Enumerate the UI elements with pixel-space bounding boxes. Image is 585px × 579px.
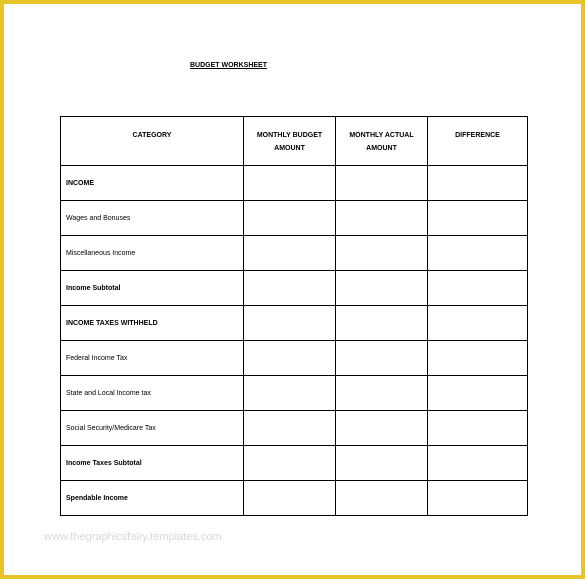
table-row (61, 481, 528, 516)
actual-amount-cell[interactable] (336, 446, 428, 481)
worksheet-title: BUDGET WORKSHEET (190, 62, 267, 69)
category-cell: Income Subtotal (61, 271, 244, 306)
actual-amount-cell[interactable] (336, 411, 428, 446)
category-cell: Wages and Bonuses (61, 201, 244, 236)
budget-amount-cell[interactable] (244, 236, 336, 271)
difference-cell[interactable] (428, 446, 528, 481)
budget-amount-cell[interactable] (244, 306, 336, 341)
actual-amount-cell[interactable] (336, 481, 428, 516)
table-row (61, 376, 528, 411)
header-difference-label: DIFFERENCE (455, 132, 500, 139)
header-budget-line1: MONTHLY BUDGET (256, 132, 323, 139)
header-row (61, 117, 528, 166)
category-cell: Miscellaneous Income (61, 236, 244, 271)
table-row (61, 341, 528, 376)
table-row (61, 446, 528, 481)
header-actual-line1: MONTHLY ACTUAL (349, 132, 414, 139)
category-cell: Spendable Income (61, 481, 244, 516)
actual-amount-cell[interactable] (336, 306, 428, 341)
difference-cell[interactable] (428, 236, 528, 271)
actual-amount-cell[interactable] (336, 201, 428, 236)
actual-amount-cell[interactable] (336, 376, 428, 411)
actual-amount-cell[interactable] (336, 236, 428, 271)
budget-amount-cell[interactable] (244, 411, 336, 446)
actual-amount-cell[interactable] (336, 341, 428, 376)
budget-amount-cell[interactable] (244, 271, 336, 306)
difference-cell[interactable] (428, 481, 528, 516)
table-row (61, 201, 528, 236)
header-category-label: CATEGORY (132, 132, 172, 139)
difference-cell[interactable] (428, 376, 528, 411)
table-row (61, 411, 528, 446)
category-cell: INCOME TAXES WITHHELD (61, 306, 244, 341)
table-row (61, 306, 528, 341)
difference-cell[interactable] (428, 201, 528, 236)
header-difference (428, 117, 528, 166)
header-monthly-actual (336, 117, 428, 166)
budget-amount-cell[interactable] (244, 446, 336, 481)
actual-amount-cell[interactable] (336, 271, 428, 306)
budget-amount-cell[interactable] (244, 481, 336, 516)
header-monthly-budget (244, 117, 336, 166)
actual-amount-cell[interactable] (336, 166, 428, 201)
budget-table (60, 116, 528, 516)
table-row (61, 166, 528, 201)
category-cell: INCOME (61, 166, 244, 201)
difference-cell[interactable] (428, 271, 528, 306)
category-cell: Federal Income Tax (61, 341, 244, 376)
category-cell: Social Security/Medicare Tax (61, 411, 244, 446)
header-category (61, 117, 244, 166)
difference-cell[interactable] (428, 306, 528, 341)
difference-cell[interactable] (428, 166, 528, 201)
watermark-text: www.thegraphicsfairy.templates.com (44, 531, 222, 543)
table-row (61, 236, 528, 271)
budget-amount-cell[interactable] (244, 166, 336, 201)
category-cell: Income Taxes Subtotal (61, 446, 244, 481)
budget-amount-cell[interactable] (244, 201, 336, 236)
budget-amount-cell[interactable] (244, 341, 336, 376)
difference-cell[interactable] (428, 411, 528, 446)
header-actual-line2: AMOUNT (366, 145, 397, 152)
table-row (61, 271, 528, 306)
budget-amount-cell[interactable] (244, 376, 336, 411)
table-body (61, 166, 528, 516)
difference-cell[interactable] (428, 341, 528, 376)
header-budget-line2: AMOUNT (274, 145, 305, 152)
category-cell: State and Local Income tax (61, 376, 244, 411)
